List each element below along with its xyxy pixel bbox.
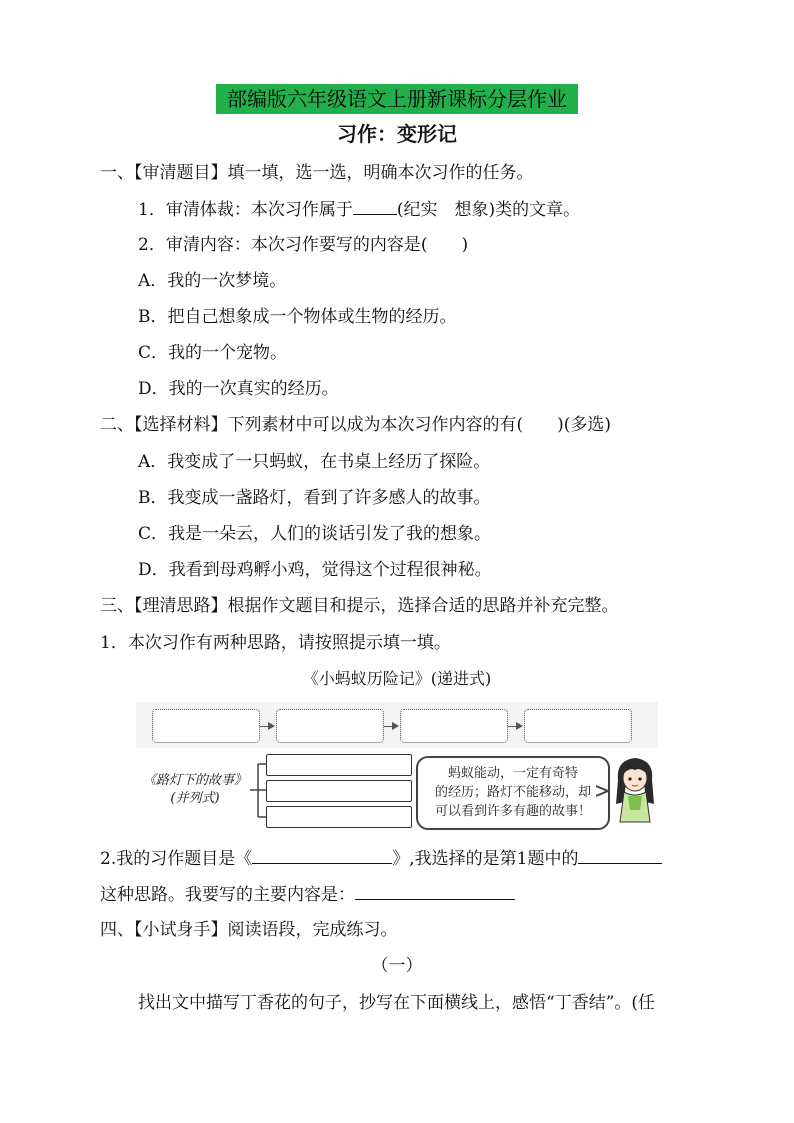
section3-q2-line1	[100, 845, 662, 872]
hint-speech-bubble	[416, 756, 610, 830]
bubble-tail	[596, 784, 610, 798]
section3-heading: 三、【理清思路】根据作文题目和提示，选择合适的思路并补充完整。	[100, 596, 619, 616]
parallel-box-1[interactable]	[266, 754, 412, 776]
arrow-3-head	[516, 722, 523, 730]
section2-option-c: C．我是一朵云，人们的谈话引发了我的想象。	[138, 524, 492, 544]
arrow-2-head	[392, 722, 399, 730]
chosen-approach-blank[interactable]	[578, 845, 662, 864]
section3-q2-line2	[100, 881, 515, 908]
bubble-line-3: 可以看到许多有趣的故事！	[434, 804, 591, 819]
parallel-subtitle: (并列式)	[170, 791, 220, 806]
section2-option-b: B．我变成一盏路灯，看到了许多感人的故事。	[138, 488, 491, 508]
section1-option-d: D．我的一次真实的经历。	[138, 379, 339, 399]
girl-character-icon	[610, 752, 660, 824]
bubble-line-1: 蚂蚁能动，一定有奇特	[447, 766, 578, 781]
progressive-box-1[interactable]	[152, 709, 260, 743]
q2-title-suffix: 》,我选择的是第1题中的	[392, 849, 579, 869]
arrow-1	[260, 726, 268, 727]
arrow-1-head	[268, 722, 275, 730]
q2-content-prefix: 这种思路。我要写的主要内容是：	[100, 885, 355, 905]
progressive-box-3[interactable]	[400, 709, 508, 743]
page-subtitle: 习作：变形记	[337, 122, 457, 146]
q1-suffix: (纪实 想象)类的文章。	[396, 200, 581, 220]
title-banner: 部编版六年级语文上册新课标分层作业	[216, 84, 578, 114]
main-content-blank[interactable]	[355, 881, 515, 900]
arrow-2	[384, 726, 392, 727]
section1-option-b: B．把自己想象成一个物体或生物的经历。	[138, 307, 457, 327]
section2-option-a: A．我变成了一只蚂蚁，在书桌上经历了探险。	[138, 452, 491, 472]
progressive-box-4[interactable]	[524, 709, 632, 743]
section3-q1: 1．本次习作有两种思路，请按照提示填一填。	[100, 633, 451, 653]
parallel-box-2[interactable]	[266, 780, 412, 802]
parallel-title: 《路灯下的故事》	[142, 773, 247, 788]
bubble-line-2: 的经历；路灯不能移动，却	[434, 785, 591, 800]
essay-title-blank[interactable]	[252, 845, 392, 864]
section4-instruction: 找出文中描写丁香花的句子，抄写在下面横线上，感悟“丁香结”。(任	[138, 993, 656, 1013]
section1-option-a: A．我的一次梦境。	[138, 271, 287, 291]
section1-q2: 2．审清内容：本次习作要写的内容是( )	[138, 235, 469, 255]
arrow-3	[508, 726, 516, 727]
section1-option-c: C．我的一个宠物。	[138, 343, 288, 363]
section1-heading: 一、【审清题目】填一填，选一选，明确本次习作的任务。	[100, 163, 534, 183]
q1-prefix: 1．审清体裁：本次习作属于	[138, 200, 353, 220]
section2-heading: 二、【选择材料】下列素材中可以成为本次习作内容的有( )(多选)	[100, 415, 612, 435]
section4-heading: 四、【小试身手】阅读语段，完成练习。	[100, 920, 398, 940]
diagram-title: 《小蚂蚁历险记》(递进式)	[302, 669, 492, 688]
section2-option-d: D．我看到母鸡孵小鸡，觉得这个过程很神秘。	[138, 560, 492, 580]
progressive-box-2[interactable]	[276, 709, 384, 743]
q1-answer-blank[interactable]	[353, 196, 397, 215]
section1-q1	[138, 196, 580, 223]
q2-title-prefix: 2.我的习作题目是《	[100, 849, 253, 869]
parallel-box-3[interactable]	[266, 806, 412, 828]
section4-part-label: （一）	[371, 956, 423, 976]
